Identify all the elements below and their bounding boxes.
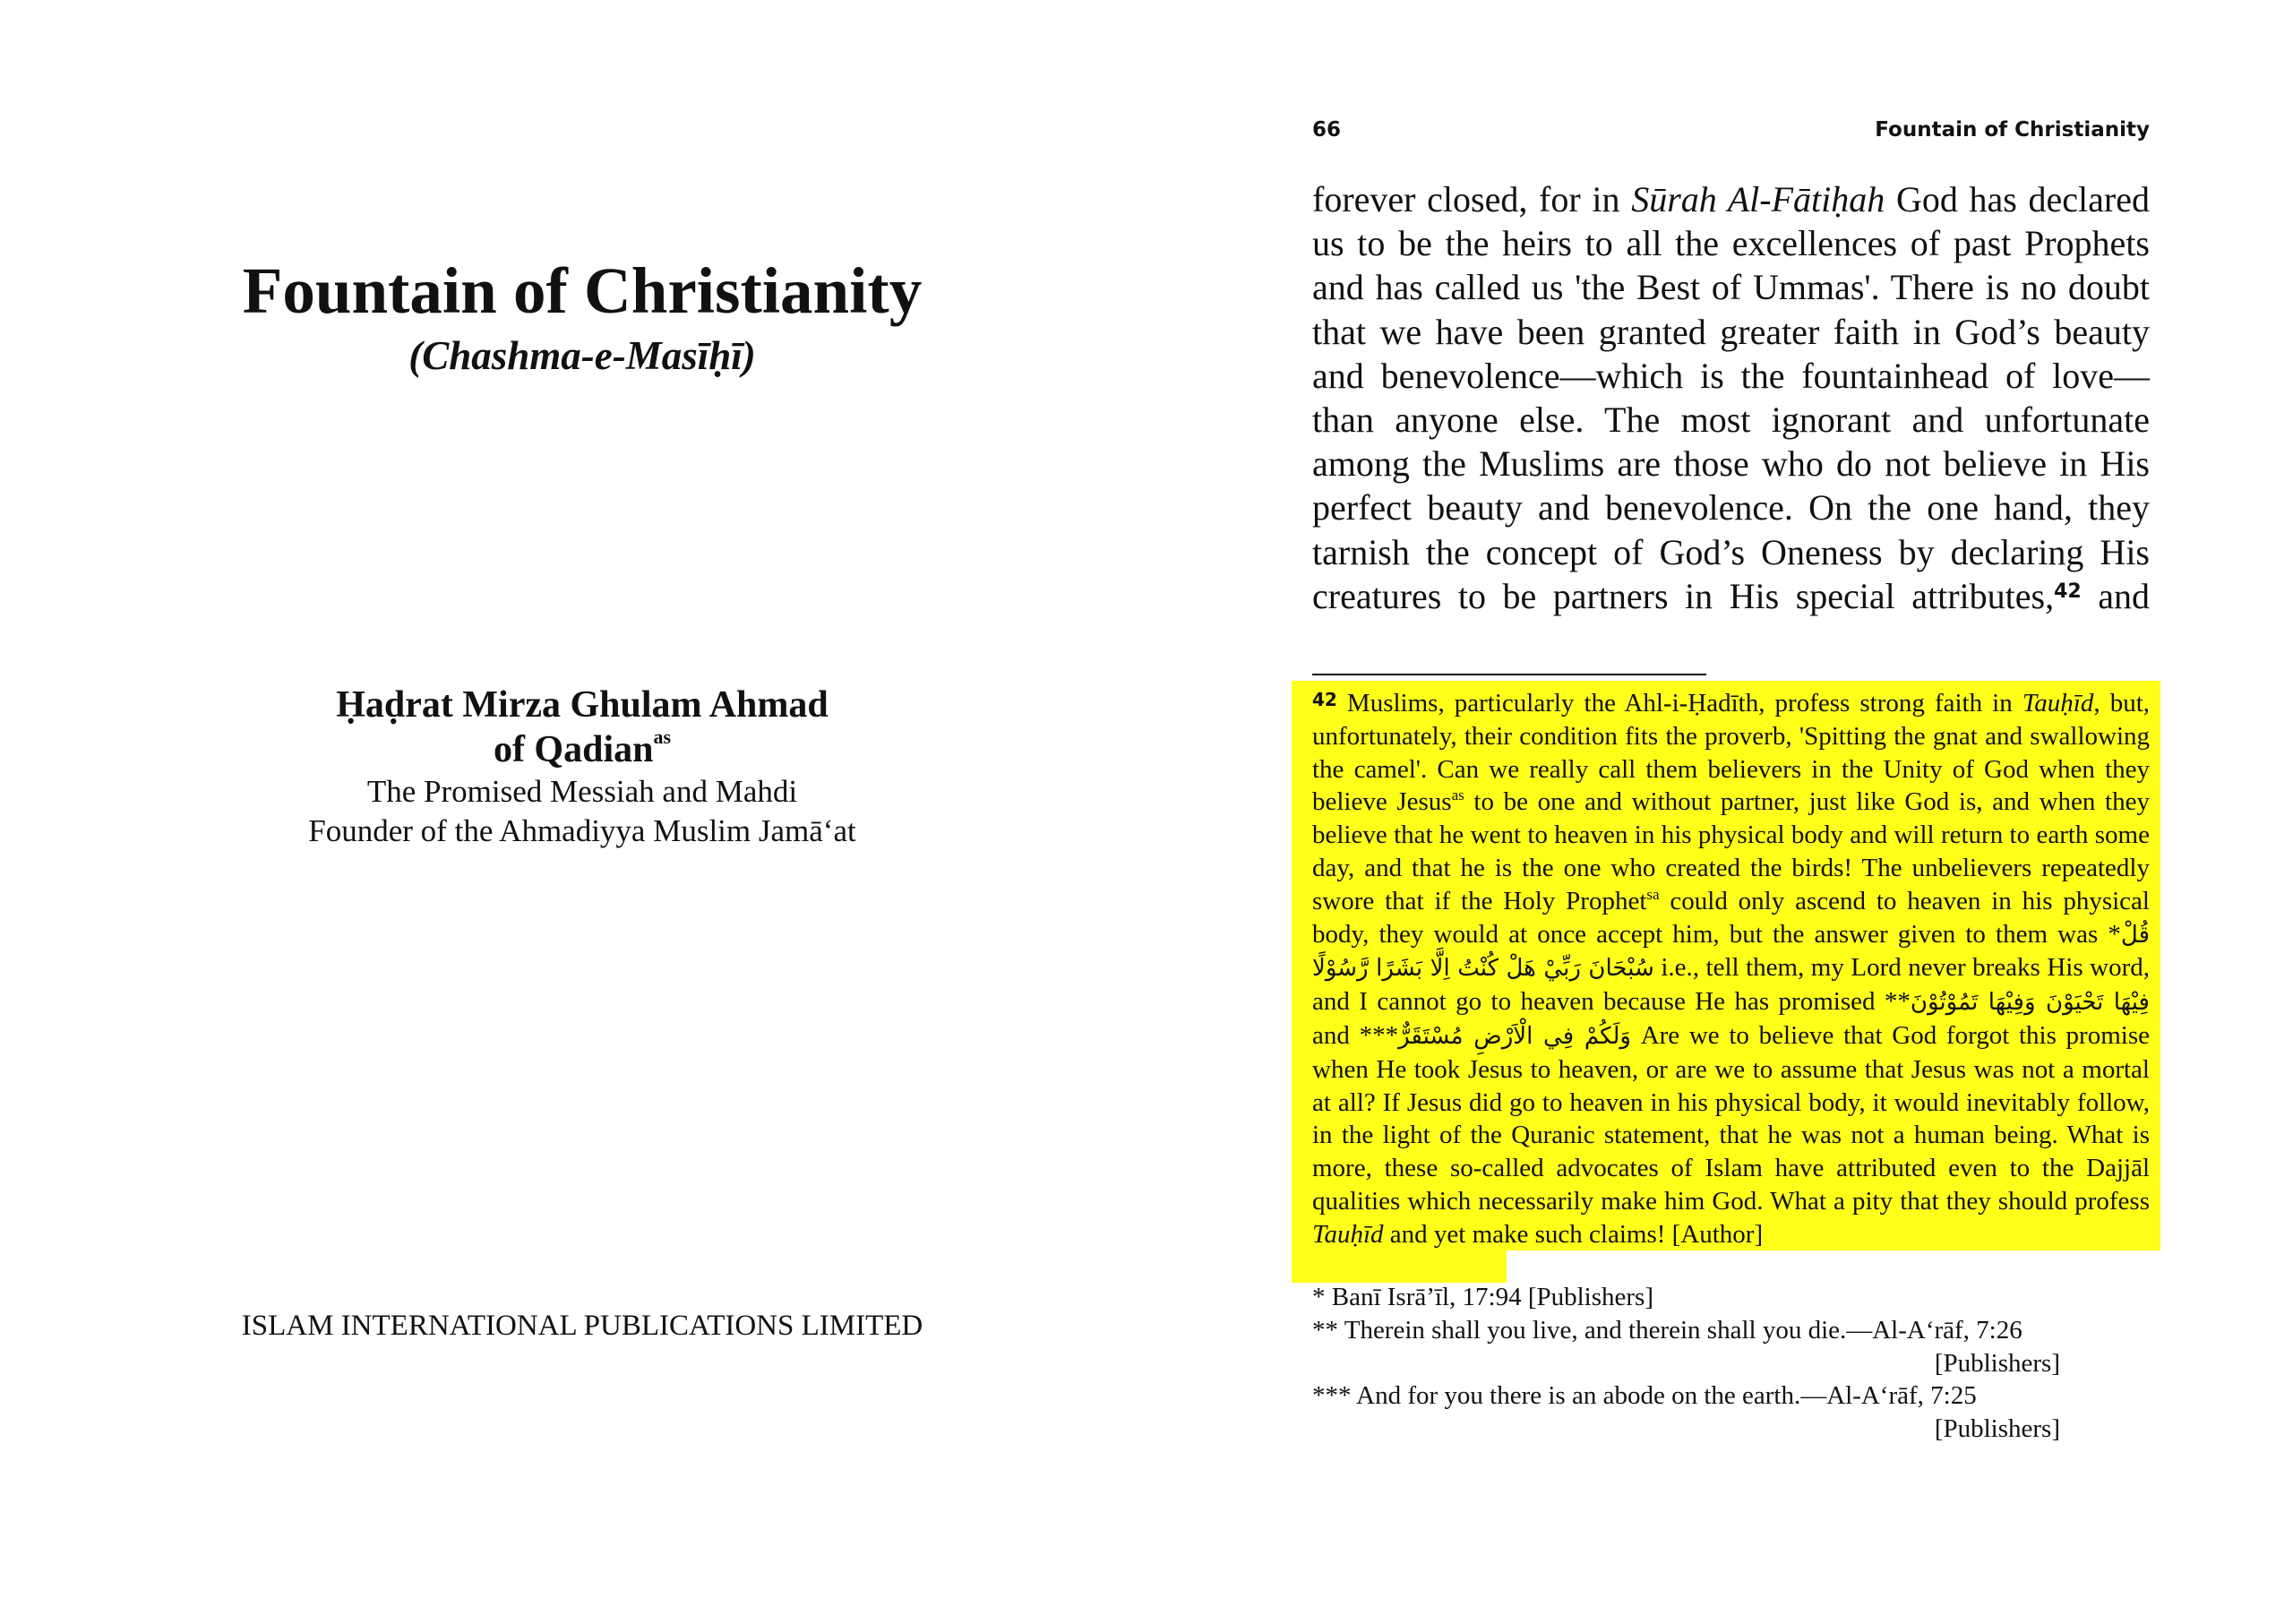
footnote-divider (1312, 674, 1706, 675)
footnote-text-6: and *** (1312, 1020, 1399, 1050)
author-place (0, 727, 1164, 772)
author-name: Ḥaḍrat Mirza Ghulam Ahmad (336, 684, 829, 726)
publisher-note-1: * Banī Isrā’īl, 17:94 [Publishers] (1312, 1283, 1653, 1311)
publisher-notes (1312, 1281, 2060, 1446)
author-block (0, 683, 1164, 851)
body-text-2: God has declared us to be the heirs to all the excellences of past Prophets and has called us 'the Best of Ummas'. There is no doubt that we have been granted greater faith in God’s beauty and benevolence—which is the fountainhead of love—than anyone else. The most ignorant and unfortunate among the Muslims are those who do not believe in His perfect beauty and benevolence. On the one hand, they tarnish the concept of God’s Oneness by declaring His creatures to be partners in His special attributes, (1312, 179, 2151, 616)
honorific-as: as (1451, 786, 1464, 804)
footnote-text-5: i.e., tell them, my Lord never breaks His word, and I cannot go to heaven because He has promised ** (1312, 953, 2150, 1017)
publisher-name: ISLAM INTERNATIONAL PUBLICATIONS LIMITED (241, 1310, 923, 1342)
honorific-sa: sa (1646, 885, 1660, 903)
footnote-text-1: Muslims, particularly the Ahl-i-Ḥadīth, profess strong faith in (1336, 689, 2022, 717)
arabic-verse-2: فِيْهَا تَحْيَوْنَ وَفِيْهَا تَمُوْتُوْنَ (1910, 989, 2150, 1017)
page-number: 66 (1312, 118, 1342, 142)
publisher-note-3: *** And for you there is an abode on the earth.—Al-A‘rāf, 7:25 (1312, 1381, 1977, 1411)
publisher-note-2-tag: [Publishers] (1934, 1348, 2060, 1378)
author-role-1: The Promised Messiah and Mahdi (366, 774, 798, 809)
arabic-verse-1: قُلْ سُبْحَانَ رَبِّيْ هَلْ كُنْتُ اِلَّا بَشَرًا رَّسُوْلًا (1312, 921, 2150, 983)
author-place-text: of Qadian (493, 729, 654, 770)
footnote-text-8: and yet make such claims! [Author] (1383, 1219, 1764, 1249)
footnote-italic-2: Tauḥīd (1312, 1219, 1384, 1249)
footnote-text-4: could only ascend to heaven in his physical body, they would at once accept him, but the answer given to them was * (1312, 886, 2150, 949)
arabic-verse-3: وَلَكُمْ فِي الْاَرْضِ مُسْتَقَرٌّ (1398, 1022, 1631, 1050)
publisher-note-3-tag: [Publishers] (1934, 1414, 2060, 1444)
footnote-reference-42[interactable]: 42 (2054, 580, 2082, 603)
footnote-text-2: , but, unfortunately, their condition fits the proverb, 'Spitting the gnat and swallowing the camel'. Can we really call them believers in the Unity of God when they believe Jesus (1312, 689, 2150, 817)
footnote-number: 42 (1312, 689, 1337, 710)
author-role-2: Founder of the Ahmadiyya Muslim Jamā‘at (308, 813, 856, 848)
publisher-note-2: ** Therein shall you live, and therein shall you die.—Al-A‘rāf, 7:26 (1312, 1315, 2022, 1345)
running-title: Fountain of Christianity (1875, 118, 2150, 142)
footnote-42 (1312, 687, 2150, 1251)
footnote-text-3: to be one and without partner, just like God is, and when they believe that he went to heaven in his physical body and will return to earth some day, and that he is the one who created the birds! The unbelievers repeatedly swore that if the Holy Prophet (1312, 787, 2150, 915)
footnote-text-7: Are we to believe that God forgot this promise when He took Jesus to heaven, or are we to assume that Jesus was not a mortal at all? If Jesus did go to heaven in his physical body, it would inevitably follow, in the light of the Quranic statement, that he was not a human being. What is more, these so-called advocates of Islam have attributed even to the Dajjāl qualities which necessarily make him God. What a pity that they should profess (1312, 1020, 2150, 1216)
book-subtitle: (Chashma-e-Masīḥī) (408, 333, 756, 378)
body-text-1: forever closed, for in (1312, 179, 1632, 219)
author-honorific: as (653, 726, 672, 748)
book-title: Fountain of Christianity (242, 254, 923, 327)
main-body-text (1312, 177, 2150, 618)
body-text-3: and (2081, 575, 2150, 616)
footnote-italic-1: Tauḥīd (2022, 689, 2094, 717)
body-italic-surah: Sūrah Al-Fātiḥah (1631, 179, 1885, 219)
